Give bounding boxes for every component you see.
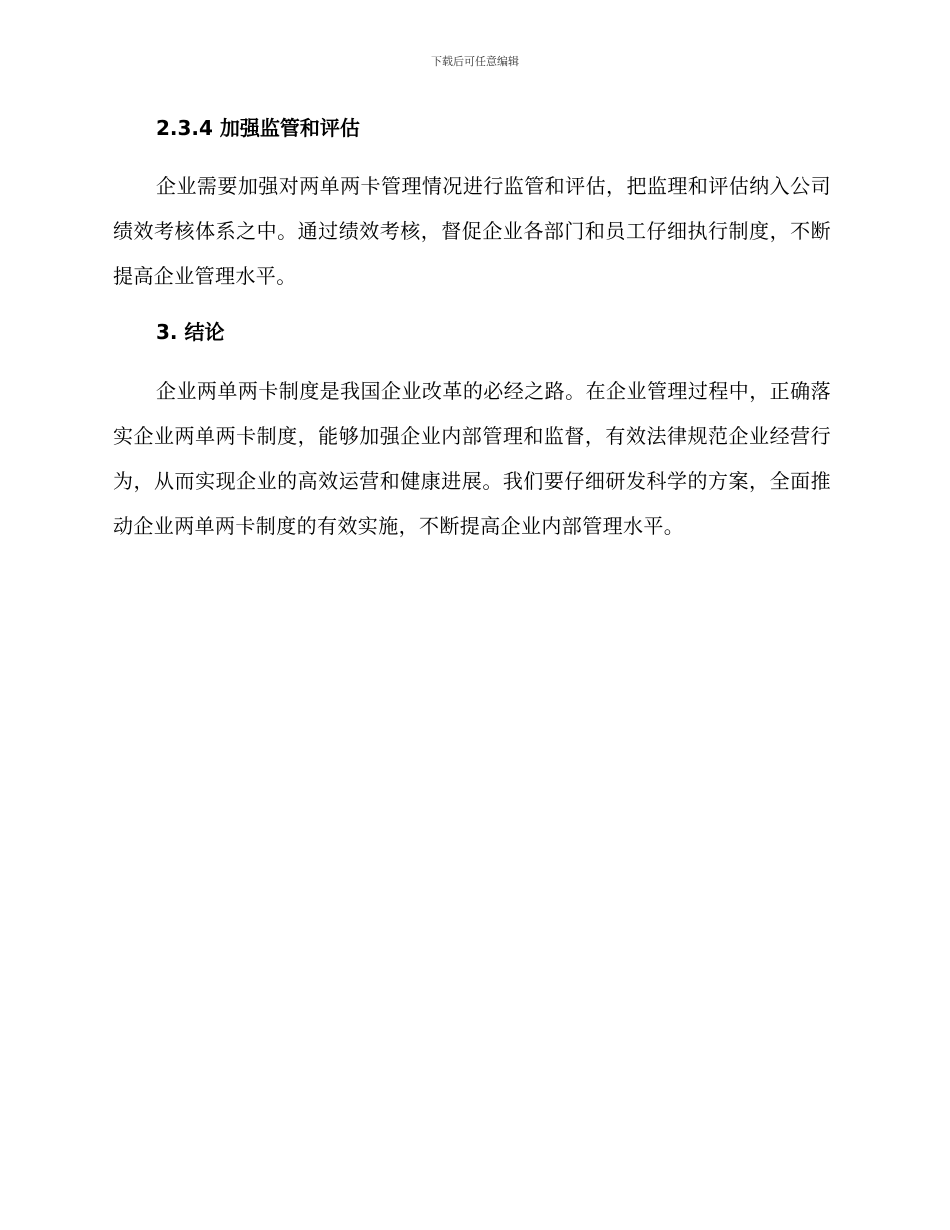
page-header: 下载后可任意编辑	[431, 55, 519, 68]
section-heading-2-3-4: 2.3.4 加强监管和评估	[156, 116, 360, 140]
document-body	[113, 110, 831, 549]
section-paragraph-conclusion: 企业两单两卡制度是我国企业改革的必经之路。在企业管理过程中，正确落实企业两单两卡制度，能够加强企业内部管理和监督，有效法律规范企业经营行为，从而实现企业的高效运营和健康进展。我们要仔细研发科学的方案，全面推动企业两单两卡制度的有效实施，不断提高企业内部管理水平。	[113, 379, 831, 538]
section-heading-conclusion: 3. 结论	[156, 320, 225, 344]
section-paragraph-2-3-4: 企业需要加强对两单两卡管理情况进行监管和评估，把监理和评估纳入公司绩效考核体系之中。通过绩效考核，督促企业各部门和员工仔细执行制度，不断提高企业管理水平。	[113, 174, 831, 288]
